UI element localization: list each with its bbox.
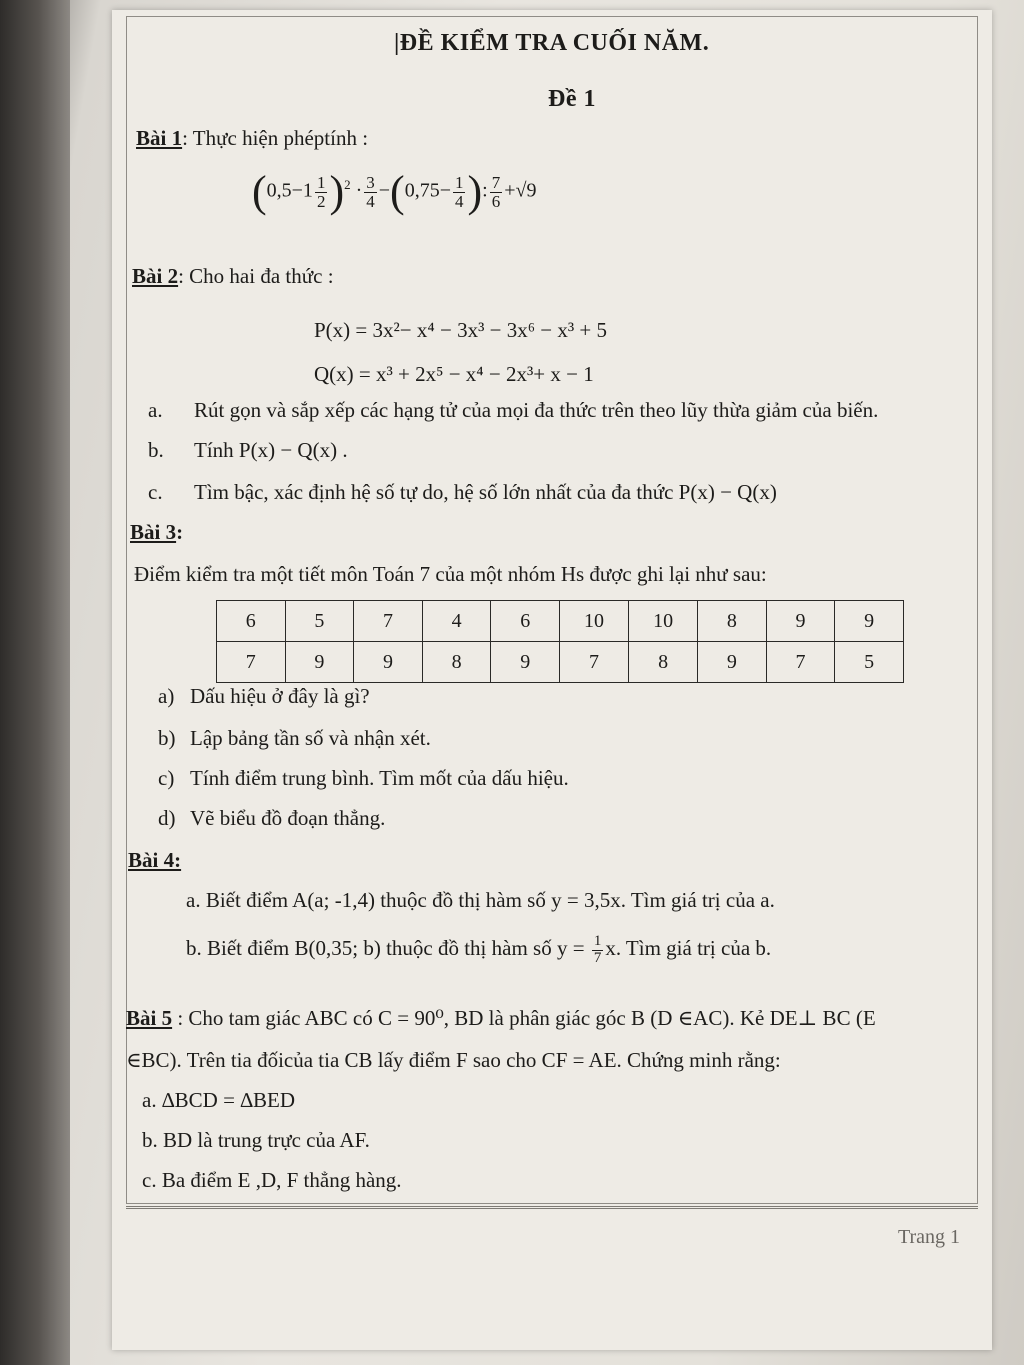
bai3-intro: Điểm kiểm tra một tiết môn Toán 7 của một nhóm Hs được ghi lại như sau: xyxy=(134,562,767,586)
table-cell: 8 xyxy=(698,601,767,642)
page-title: |ĐỀ KIỂM TRA CUỐI NĂM. xyxy=(394,30,710,56)
table-cell: 7 xyxy=(354,601,423,642)
bai3-item-d: d) Vẽ biểu đồ đoạn thẳng. xyxy=(158,806,386,830)
table-cell: 4 xyxy=(422,601,491,642)
table-cell: 8 xyxy=(422,642,491,683)
table-cell: 6 xyxy=(217,601,286,642)
bai2-item-b: b. Tính P(x) − Q(x) . xyxy=(148,438,348,462)
bai4-item-b: b. Biết điểm B(0,35; b) thuộc đồ thị hàm số y = $\frac{1}{7}$ x. Tìm giá trị của b. xyxy=(186,933,772,966)
table-cell: 5 xyxy=(835,642,904,683)
footer-divider xyxy=(126,1206,978,1214)
monitor-bezel xyxy=(0,0,70,1365)
table-cell: 9 xyxy=(285,642,354,683)
table-row xyxy=(217,601,904,642)
bai2-label: Bài 2 xyxy=(132,264,179,288)
bai5-item-a: a. ∆BCD = ∆BED xyxy=(142,1088,296,1112)
bai5-item-b: b. BD là trung trực của AF. xyxy=(142,1128,370,1152)
table-cell: 5 xyxy=(285,601,354,642)
bai3-item-b: b) Lập bảng tần số và nhận xét. xyxy=(158,726,431,750)
table-cell: 8 xyxy=(629,642,698,683)
bai4-label: Bài 4: xyxy=(128,848,182,872)
table-cell: 7 xyxy=(217,642,286,683)
bai2-item-a: a. Rút gọn và sắp xếp các hạng tử của mọi đa thức trên theo lũy thừa giảm của biến. xyxy=(148,398,879,422)
bai3-item-c: c) Tính điểm trung bình. Tìm mốt của dấu hiệu. xyxy=(158,766,569,790)
bai1-expression: (0,5−1 $\frac{1}{2}$ )$^2$ · $\frac{3}{4}$ −(0,75− $\frac{1}{4}$ ): $\frac{7}{6}$ +√9 xyxy=(252,167,537,216)
table-cell: 9 xyxy=(491,642,560,683)
table-row xyxy=(217,642,904,683)
table-cell: 9 xyxy=(766,601,835,642)
bai5-line1: Bài 5 : Cho tam giác ABC có C = 90⁰, BD là phân giác góc B (D ∈AC). Kẻ DE⊥ BC (E xyxy=(126,1006,876,1030)
table-cell: 9 xyxy=(835,601,904,642)
bai5-label: Bài 5 xyxy=(126,1006,173,1030)
table-cell: 9 xyxy=(354,642,423,683)
bai5-item-c: c. Ba điểm E ,D, F thẳng hàng. xyxy=(142,1168,402,1192)
document-page xyxy=(112,10,992,1350)
table-cell: 7 xyxy=(560,642,629,683)
bai1-text: : Thực hiện phéptính : xyxy=(182,126,369,150)
page-number: Trang 1 xyxy=(898,1226,961,1248)
bai2-heading xyxy=(132,264,334,289)
table-cell: 10 xyxy=(629,601,698,642)
bai1-heading xyxy=(136,126,368,151)
polynomial-p: P(x) = 3x²− x⁴ − 3x³ − 3x⁶ − x³ + 5 xyxy=(314,318,608,342)
bai3-label: Bài 3 xyxy=(130,520,177,544)
bai1-label: Bài 1 xyxy=(136,126,183,150)
table-cell: 7 xyxy=(766,642,835,683)
bai3-item-a: a) Dấu hiệu ở đây là gì? xyxy=(158,684,370,708)
bai3-heading: Bài 3: xyxy=(130,520,184,544)
bai4-item-a: a. Biết điểm A(a; -1,4) thuộc đồ thị hàm số y = 3,5x. Tìm giá trị của a. xyxy=(186,888,775,912)
scores-table xyxy=(216,600,904,683)
bai5-line2: ∈BC). Trên tia đốicủa tia CB lấy điểm F sao cho CF = AE. Chứng minh rằng: xyxy=(126,1048,781,1072)
table-cell: 6 xyxy=(491,601,560,642)
table-cell: 10 xyxy=(560,601,629,642)
polynomial-q: Q(x) = x³ + 2x⁵ − x⁴ − 2x³+ x − 1 xyxy=(314,362,594,386)
bai2-text: : Cho hai đa thức : xyxy=(178,264,334,288)
bai2-item-c: c. Tìm bậc, xác định hệ số tự do, hệ số lớn nhất của đa thức P(x) − Q(x) xyxy=(148,480,777,504)
exam-number: Đề 1 xyxy=(548,86,596,112)
table-cell: 9 xyxy=(698,642,767,683)
